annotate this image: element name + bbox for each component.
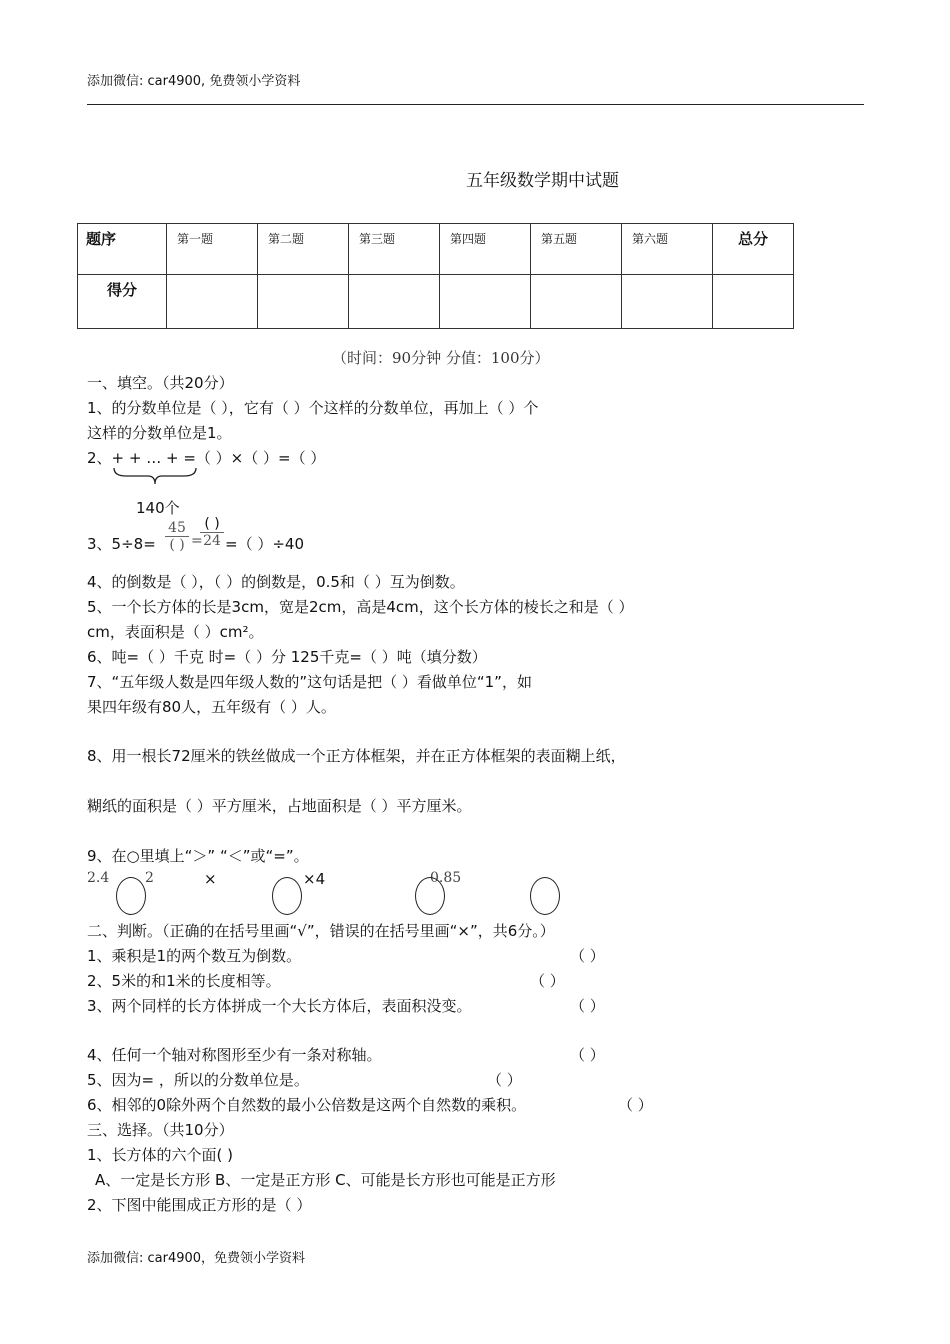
question-3-fraction-1 bbox=[165, 520, 189, 553]
judge-question-5: 5、因为= ，所以的分数单位是。 bbox=[87, 1071, 309, 1089]
question-3-fraction-2 bbox=[200, 516, 224, 549]
score-table bbox=[77, 223, 794, 329]
table-header-cell: 第三题 bbox=[349, 224, 440, 275]
header-note: 添加微信: car4900, 免费领小学资料 bbox=[87, 74, 301, 89]
question-9-item: × bbox=[204, 870, 217, 888]
fraction-numerator: 45 bbox=[165, 520, 189, 537]
question-2: 2、+ + … + =（ ）×（ ）=（ ） bbox=[87, 449, 326, 467]
answer-bracket[interactable]: （ ） bbox=[570, 997, 605, 1015]
brace-icon bbox=[112, 466, 198, 488]
answer-bracket[interactable]: （ ） bbox=[530, 972, 565, 990]
question-2-count: 140个 bbox=[136, 499, 180, 517]
judge-question-3: 3、两个同样的长方体拼成一个大长方体后，表面积没变。 bbox=[87, 997, 472, 1015]
table-header-cell: 题序 bbox=[78, 224, 167, 275]
question-7-line-1: 7、“五年级人数是四年级人数的”这句话是把（ ）看做单位“1”，如 bbox=[87, 673, 532, 691]
choice-question-2: 2、下图中能围成正方形的是（ ） bbox=[87, 1196, 312, 1214]
question-9-item: 2 bbox=[145, 870, 154, 886]
score-table-header-row bbox=[78, 224, 794, 275]
question-9-item: 2.4 bbox=[87, 870, 110, 886]
score-cell bbox=[349, 275, 440, 329]
table-header-cell: 总分 bbox=[713, 224, 794, 275]
question-3-equals: = bbox=[191, 533, 203, 549]
footer-note: 添加微信: car4900，免费领小学资料 bbox=[87, 1251, 306, 1266]
question-6: 6、吨=（ ）千克 时=（ ）分 125千克=（ ）吨（填分数） bbox=[87, 648, 487, 666]
question-1-line-1: 1、的分数单位是（ ），它有（ ）个这样的分数单位，再加上（ ）个 bbox=[87, 399, 539, 417]
question-1-line-2: 这样的分数单位是1。 bbox=[87, 424, 232, 442]
answer-bracket[interactable]: （ ） bbox=[487, 1071, 522, 1089]
header-divider bbox=[87, 104, 864, 105]
table-header-cell: 第二题 bbox=[258, 224, 349, 275]
score-cell bbox=[531, 275, 622, 329]
choice-question-1-options: A、一定是长方形 B、一定是正方形 C、可能是长方形也可能是正方形 bbox=[95, 1171, 556, 1189]
judge-question-6: 6、相邻的0除外两个自然数的最小公倍数是这两个自然数的乘积。 bbox=[87, 1096, 527, 1114]
answer-bracket[interactable]: （ ） bbox=[570, 947, 605, 965]
table-header-cell: 第一题 bbox=[167, 224, 258, 275]
judge-question-4: 4、任何一个轴对称图形至少有一条对称轴。 bbox=[87, 1046, 382, 1064]
section-1-title: 一、填空。（共20分） bbox=[87, 374, 234, 392]
question-3-suffix: =（ ）÷40 bbox=[225, 535, 304, 553]
judge-question-2: 2、5米的和1米的长度相等。 bbox=[87, 972, 281, 990]
table-header-cell: 第五题 bbox=[531, 224, 622, 275]
question-4: 4、的倒数是（ ），（ ）的倒数是，0.5和（ ）互为倒数。 bbox=[87, 573, 465, 591]
score-cell bbox=[258, 275, 349, 329]
score-cell bbox=[440, 275, 531, 329]
question-7-line-2: 果四年级有80人，五年级有（ ）人。 bbox=[87, 698, 336, 716]
question-3-prefix: 3、5÷8= bbox=[87, 535, 156, 553]
score-table-score-row bbox=[78, 275, 794, 329]
question-8-line-1: 8、用一根长72厘米的铁丝做成一个正方体框架，并在正方体框架的表面糊上纸， bbox=[87, 747, 626, 765]
table-row-label: 得分 bbox=[78, 275, 167, 329]
question-9: 9、在○里填上“＞” “＜”或“=”。 bbox=[87, 847, 309, 865]
score-cell bbox=[167, 275, 258, 329]
score-cell bbox=[713, 275, 794, 329]
choice-question-1: 1、长方体的六个面( ) bbox=[87, 1146, 234, 1164]
section-3-title: 三、选择。（共10分） bbox=[87, 1121, 234, 1139]
judge-question-1: 1、乘积是1的两个数互为倒数。 bbox=[87, 947, 302, 965]
answer-bracket[interactable]: （ ） bbox=[618, 1096, 653, 1114]
fraction-denominator: 24 bbox=[203, 533, 221, 549]
fraction-denominator: ( ) bbox=[169, 537, 185, 553]
compare-circle-icon[interactable] bbox=[272, 877, 302, 915]
question-9-item: 0.85 bbox=[430, 870, 462, 886]
question-8-line-2: 糊纸的面积是（ ）平方厘米，占地面积是（ ）平方厘米。 bbox=[87, 797, 472, 815]
table-header-cell: 第四题 bbox=[440, 224, 531, 275]
answer-bracket[interactable]: （ ） bbox=[570, 1046, 605, 1064]
question-9-item: ×4 bbox=[303, 870, 326, 888]
section-2-title: 二、判断。（正确的在括号里画“√”，错误的在括号里画“×”，共6分。） bbox=[87, 922, 555, 940]
compare-circle-icon[interactable] bbox=[530, 877, 560, 915]
compare-circle-icon[interactable] bbox=[415, 877, 445, 915]
question-5-line-2: cm，表面积是（ ）cm²。 bbox=[87, 623, 264, 641]
compare-circle-icon[interactable] bbox=[116, 877, 146, 915]
time-info: （时间：90分钟 分值：100分） bbox=[332, 349, 550, 367]
table-header-cell: 第六题 bbox=[622, 224, 713, 275]
fraction-numerator: ( ) bbox=[200, 516, 224, 533]
page-title: 五年级数学期中试题 bbox=[466, 171, 619, 191]
score-cell bbox=[622, 275, 713, 329]
question-5-line-1: 5、一个长方体的长是3cm，宽是2cm，高是4cm，这个长方体的棱长之和是（ ） bbox=[87, 598, 634, 616]
